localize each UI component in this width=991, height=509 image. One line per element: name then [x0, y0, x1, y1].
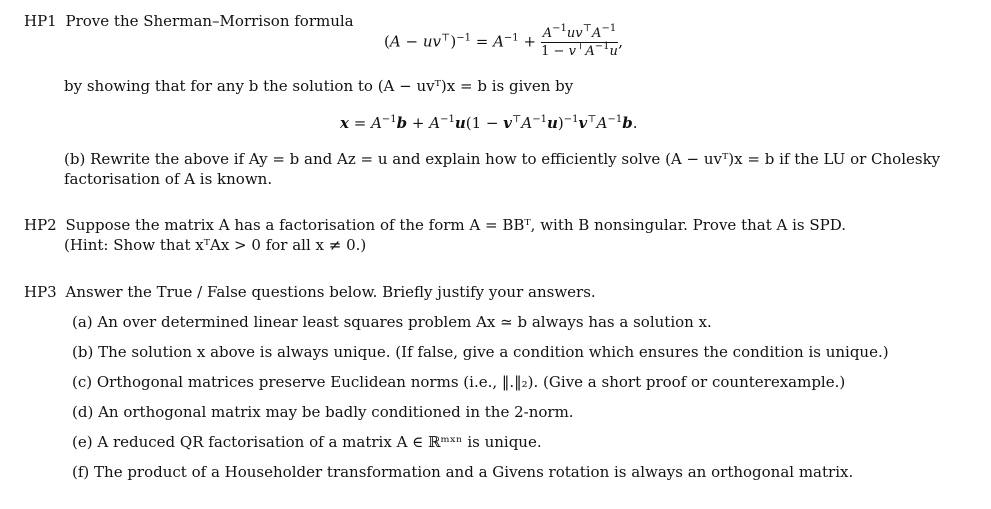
- hp2-heading: [24, 216, 846, 234]
- hp3-label: HP3: [24, 283, 57, 301]
- hp3-item-d: (d) An orthogonal matrix may be badly conditioned in the 2-norm.: [72, 403, 574, 421]
- hp1-part-b-line2: factorisation of A is known.: [64, 170, 273, 188]
- hp1-line2: by showing that for any b the solution to (A − uvᵀ)x = b is given by: [64, 77, 574, 95]
- hp3-heading: [24, 283, 596, 301]
- hp3-item-a: (a) An over determined linear least squares problem Ax ≃ b always has a solution x.: [72, 313, 712, 331]
- hp1-part-b-line1: (b) Rewrite the above if Ay = b and Az = u and explain how to efficiently solve (A − uvᵀ)x = b if the LU or Cholesky: [64, 150, 941, 168]
- hp3-intro: Answer the True / False questions below. Briefly justify your answers.: [65, 283, 596, 301]
- hp3-item-c: (c) Orthogonal matrices preserve Euclidean norms (i.e., ‖.‖₂). (Give a short proof or counterexample.): [72, 373, 846, 391]
- hp1-intro: Prove the Sherman–Morrison formula: [65, 12, 354, 30]
- hp1-label: HP1: [24, 12, 57, 30]
- hp3-item-e: (e) A reduced QR factorisation of a matrix A ∈ ℝᵐˣⁿ is unique.: [72, 433, 542, 451]
- hp2-line1: Suppose the matrix A has a factorisation of the form A = BBᵀ, with B nonsingular. Prove that A is SPD.: [65, 216, 846, 234]
- hp3-item-b: (b) The solution x above is always unique. (If false, give a condition which ensures the condition is unique.): [72, 343, 889, 361]
- hp3-item-f: (f) The product of a Householder transformation and a Givens rotation is always an orthogonal matrix.: [72, 463, 854, 481]
- sherman-morrison-formula: $(A - uv^⊤)^{-1} = A^{-1}$ + $\frac{A^{-1}uv^⊤A^{-1}}{1 - v^⊤A^{-1}u}$ ,: [384, 23, 623, 59]
- hp2-hint: (Hint: Show that xᵀAx > 0 for all x ≠ 0.): [64, 236, 367, 254]
- hp1-heading: [24, 12, 354, 30]
- hp2-label: HP2: [24, 216, 57, 234]
- solution-formula: $x = A^{-1}b + A^{-1}u(1 - v^⊤A^{-1}u)^{-1}v^⊤A^{-1}b$.: [340, 114, 638, 132]
